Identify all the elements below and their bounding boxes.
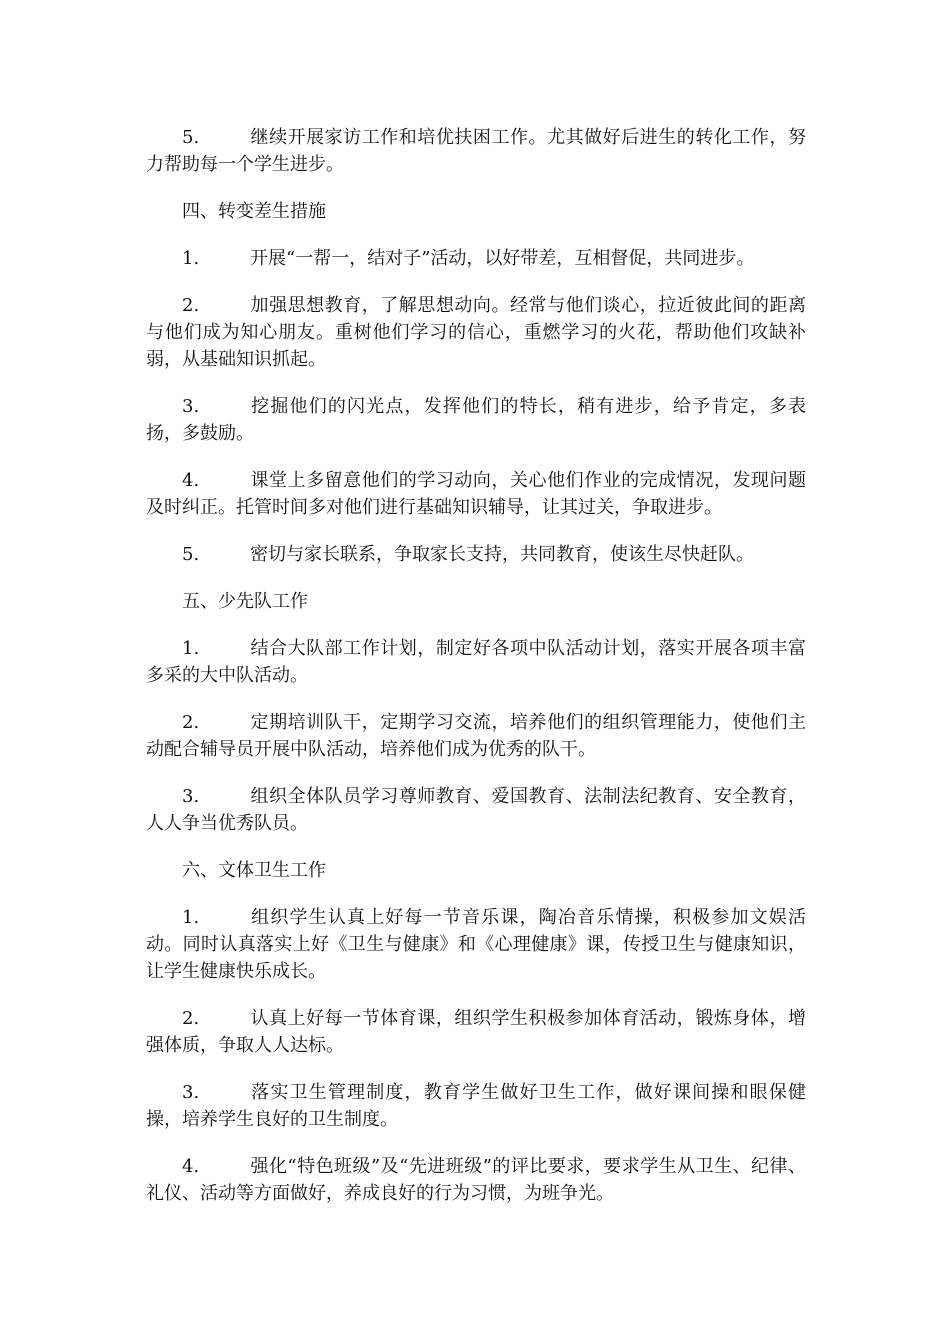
item-number: 5. <box>182 127 200 148</box>
item-text: 认真上好每一节体育课，组织学生积极参加体育活动，锻炼身体，增强体质，争取人人达标。 <box>146 1008 806 1056</box>
item-text: 挖掘他们的闪光点，发挥他们的特长，稍有进步，给予肯定，多表扬，多鼓励。 <box>146 396 806 444</box>
item-text: 落实卫生管理制度，教育学生做好卫生工作，做好课间操和眼保健操，培养学生良好的卫生制度。 <box>146 1082 806 1130</box>
section-heading: 六、文体卫生工作 <box>182 860 326 881</box>
list-item <box>146 635 806 689</box>
item-text: 结合大队部工作计划，制定好各项中队活动计划，落实开展各项丰富多采的大中队活动。 <box>146 638 806 686</box>
list-item <box>146 467 806 521</box>
list-item <box>146 783 806 837</box>
item-number: 4. <box>182 1156 200 1177</box>
item-number: 3. <box>182 786 200 807</box>
item-number: 1. <box>182 248 200 269</box>
item-text: 定期培训队干，定期学习交流，培养他们的组织管理能力，使他们主动配合辅导员开展中队活动，培养他们成为优秀的队干。 <box>146 712 806 760</box>
list-item <box>146 1079 806 1133</box>
list-item <box>146 1153 806 1207</box>
item-text: 加强思想教育，了解思想动向。经常与他们谈心，拉近彼此间的距离与他们成为知心朋友。重树他们学习的信心，重燃学习的火花，帮助他们攻缺补弱，从基础知识抓起。 <box>146 295 806 370</box>
item-text: 开展“一帮一，结对子”活动，以好带差，互相督促，共同进步。 <box>250 248 755 269</box>
item-text: 组织全体队员学习尊师教育、爱国教育、法制法纪教育、安全教育，人人争当优秀队员。 <box>146 786 806 834</box>
list-item <box>146 393 806 447</box>
section-heading: 五、少先队工作 <box>182 591 308 612</box>
item-number: 1. <box>182 638 200 659</box>
list-item <box>146 1005 806 1059</box>
section-heading: 四、转变差生措施 <box>182 201 326 222</box>
item-text: 密切与家长联系，争取家长支持，共同教育，使该生尽快赶队。 <box>250 544 754 565</box>
list-item <box>146 245 806 272</box>
item-text: 继续开展家访工作和培优扶困工作。尤其做好后进生的转化工作，努力帮助每一个学生进步。 <box>146 127 806 175</box>
item-number: 2. <box>182 295 200 316</box>
item-number: 2. <box>182 712 200 733</box>
item-number: 4. <box>182 470 200 491</box>
list-item <box>146 709 806 763</box>
item-number: 5. <box>182 544 200 565</box>
list-item <box>146 904 806 985</box>
item-number: 3. <box>182 396 200 417</box>
item-text: 强化“特色班级”及“先进班级”的评比要求，要求学生从卫生、纪律、礼仪、活动等方面做好，养成良好的行为习惯，为班争光。 <box>146 1156 806 1204</box>
document-body <box>146 124 806 1227</box>
item-text: 组织学生认真上好每一节音乐课，陶冶音乐情操，积极参加文娱活动。同时认真落实上好《卫生与健康》和《心理健康》课，传授卫生与健康知识，让学生健康快乐成长。 <box>146 907 806 982</box>
list-item <box>146 292 806 373</box>
item-number: 2. <box>182 1008 200 1029</box>
list-item <box>146 541 806 568</box>
list-item <box>146 124 806 178</box>
item-text: 课堂上多留意他们的学习动向，关心他们作业的完成情况，发现问题及时纠正。托管时间多对他们进行基础知识辅导，让其过关，争取进步。 <box>146 470 806 518</box>
item-number: 3. <box>182 1082 200 1103</box>
item-number: 1. <box>182 907 200 928</box>
